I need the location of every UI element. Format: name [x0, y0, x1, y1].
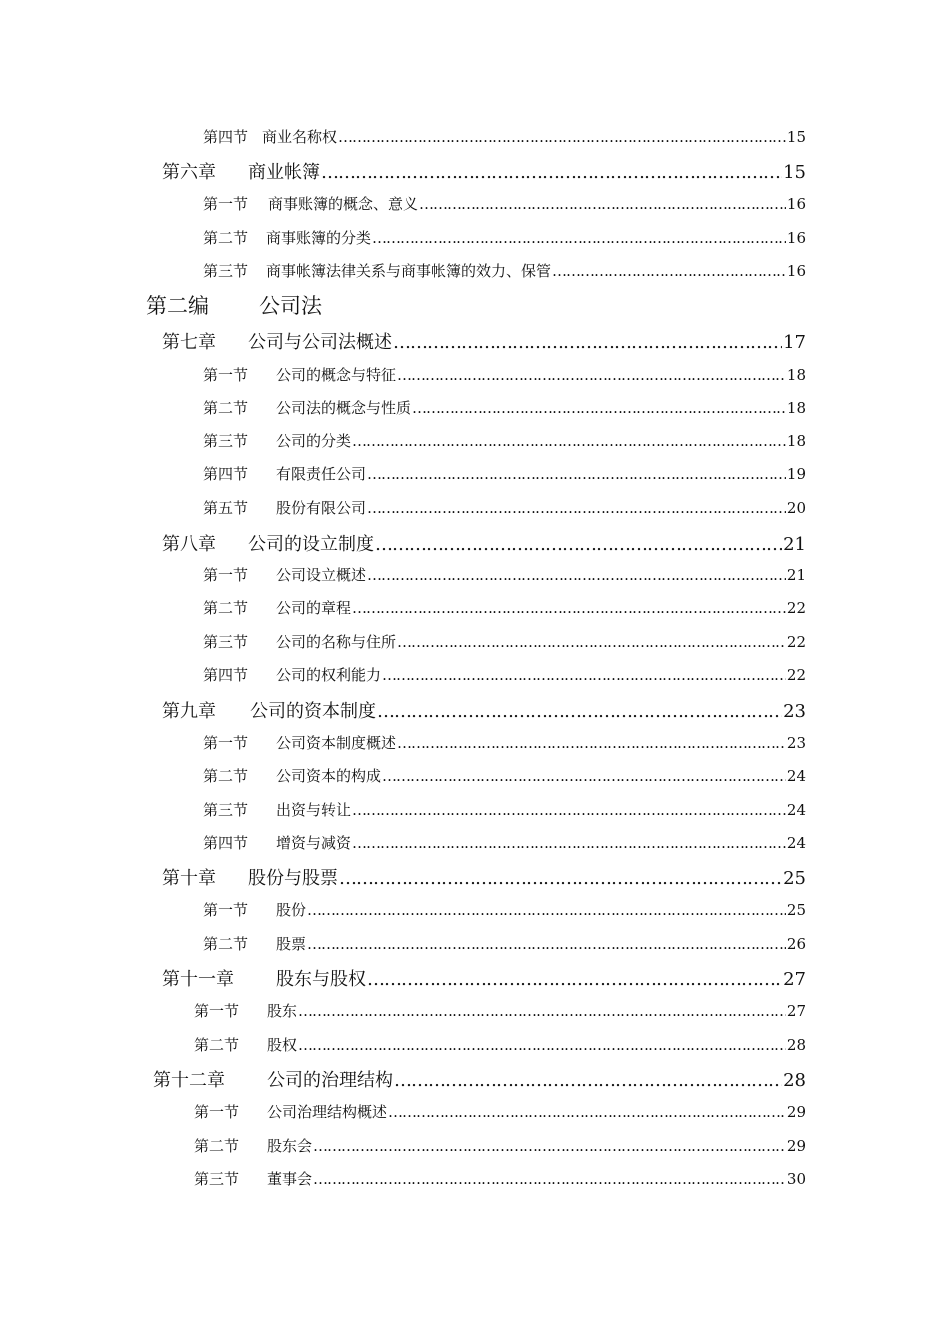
toc-dot-leader — [419, 195, 786, 213]
toc-section-title: 公司的名称与住所 — [276, 633, 397, 651]
toc-dot-leader — [375, 534, 782, 555]
toc-section-title: 有限责任公司 — [276, 465, 367, 483]
toc-page-number: 27 — [783, 969, 806, 990]
toc-section-title: 增资与减资 — [276, 834, 352, 852]
toc-dot-leader — [298, 1002, 786, 1020]
toc-page-number: 15 — [783, 162, 806, 183]
toc-section-row[interactable] — [203, 260, 806, 281]
toc-page-number: 18 — [786, 366, 806, 384]
toc-part-number: 第二编 — [146, 294, 209, 318]
toc-part-title: 公司法 — [259, 294, 322, 318]
toc-page-number: 29 — [786, 1103, 806, 1121]
toc-chapter-row[interactable] — [153, 1066, 806, 1092]
toc-dot-leader — [388, 1103, 786, 1121]
toc-section-title: 股东会 — [267, 1137, 313, 1155]
toc-dot-leader — [367, 499, 786, 517]
toc-section-number: 第三节 — [203, 801, 249, 819]
toc-section-number: 第一节 — [194, 1103, 240, 1121]
toc-section-number: 第二节 — [203, 599, 249, 617]
toc-dot-leader — [321, 162, 782, 183]
toc-page-number: 19 — [786, 465, 806, 483]
toc-section-number: 第二节 — [203, 399, 249, 417]
toc-dot-leader — [307, 935, 786, 953]
toc-dot-leader — [552, 262, 786, 280]
toc-section-title: 股份 — [276, 901, 307, 919]
toc-page-number: 25 — [786, 901, 806, 919]
toc-section-title: 公司资本制度概述 — [276, 734, 397, 752]
toc-chapter-title: 公司的资本制度 — [250, 701, 376, 722]
toc-page-number: 16 — [786, 229, 806, 247]
toc-chapter-row[interactable] — [162, 530, 806, 556]
toc-page-number: 26 — [786, 935, 806, 953]
toc-dot-leader — [338, 128, 786, 146]
toc-section-row[interactable] — [203, 193, 806, 214]
toc-chapter-title: 公司的治理结构 — [267, 1070, 393, 1091]
toc-page-number: 16 — [786, 262, 806, 280]
toc-dot-leader — [382, 767, 786, 785]
toc-page-number: 21 — [786, 566, 806, 584]
toc-dot-leader — [367, 566, 786, 584]
toc-section-number: 第五节 — [203, 499, 249, 517]
toc-page-number: 16 — [786, 195, 806, 213]
toc-chapter-number: 第七章 — [162, 332, 216, 353]
toc-section-number: 第四节 — [203, 128, 249, 146]
toc-section-number: 第一节 — [203, 734, 249, 752]
toc-page-number: 23 — [786, 734, 806, 752]
toc-chapter-row[interactable] — [162, 864, 806, 890]
toc-section-number: 第四节 — [203, 465, 249, 483]
toc-dot-leader — [394, 1070, 782, 1091]
toc-section-title: 出资与转让 — [276, 801, 352, 819]
toc-section-row[interactable] — [203, 765, 806, 786]
toc-page-number: 15 — [786, 128, 806, 146]
toc-section-title: 公司法的概念与性质 — [276, 399, 412, 417]
toc-page-number: 22 — [786, 599, 806, 617]
toc-dot-leader — [307, 901, 786, 919]
toc-section-row[interactable] — [203, 364, 806, 385]
toc-page-number: 27 — [786, 1002, 806, 1020]
toc-section-title: 公司的概念与特征 — [276, 366, 397, 384]
toc-section-number: 第一节 — [203, 366, 249, 384]
toc-section-number: 第一节 — [194, 1002, 240, 1020]
toc-section-number: 第一节 — [203, 901, 249, 919]
toc-section-row[interactable] — [203, 832, 806, 853]
toc-page-number: 23 — [783, 701, 806, 722]
toc-dot-leader — [352, 801, 786, 819]
toc-section-row[interactable] — [203, 732, 806, 753]
toc-section-row[interactable] — [203, 597, 806, 618]
toc-chapter-title: 商业帐簿 — [248, 162, 320, 183]
toc-section-row[interactable] — [203, 564, 806, 585]
toc-section-row[interactable] — [194, 1135, 806, 1156]
toc-chapter-number: 第八章 — [162, 534, 216, 555]
toc-dot-leader — [397, 633, 786, 651]
toc-section-row[interactable] — [203, 463, 806, 484]
toc-page-number: 22 — [786, 633, 806, 651]
toc-dot-leader — [397, 734, 786, 752]
toc-chapter-title: 股东与股权 — [276, 969, 366, 990]
toc-dot-leader — [393, 332, 782, 353]
toc-chapter-row[interactable] — [162, 965, 806, 991]
toc-dot-leader — [367, 465, 786, 483]
toc-section-title: 商事账簿的分类 — [266, 229, 372, 247]
toc-dot-leader — [298, 1036, 786, 1054]
toc-section-title: 公司的分类 — [276, 432, 352, 450]
toc-section-title: 股权 — [267, 1036, 298, 1054]
toc-section-number: 第三节 — [194, 1170, 240, 1188]
toc-chapter-number: 第九章 — [162, 701, 216, 722]
toc-section-row[interactable] — [203, 227, 806, 248]
toc-page-number: 17 — [783, 332, 806, 353]
toc-dot-leader — [313, 1137, 786, 1155]
toc-dot-leader — [412, 399, 786, 417]
toc-section-title: 公司设立概述 — [276, 566, 367, 584]
toc-dot-leader — [352, 432, 786, 450]
toc-chapter-row[interactable] — [162, 697, 806, 723]
toc-section-number: 第三节 — [203, 633, 249, 651]
toc-section-row[interactable] — [194, 1000, 806, 1021]
toc-dot-leader — [372, 229, 786, 247]
toc-section-number: 第二节 — [203, 229, 249, 247]
toc-chapter-title: 公司与公司法概述 — [248, 332, 392, 353]
toc-page-number: 21 — [783, 534, 806, 555]
toc-section-title: 商业名称权 — [262, 128, 338, 146]
toc-section-title: 股票 — [276, 935, 307, 953]
toc-section-number: 第二节 — [203, 767, 249, 785]
toc-page-number: 20 — [786, 499, 806, 517]
toc-section-title: 董事会 — [267, 1170, 313, 1188]
toc-section-title: 股东 — [267, 1002, 298, 1020]
toc-section-number: 第二节 — [194, 1137, 240, 1155]
toc-section-row[interactable] — [203, 933, 806, 954]
toc-section-number: 第四节 — [203, 666, 249, 684]
toc-page-number: 28 — [786, 1036, 806, 1054]
toc-section-row[interactable] — [194, 1101, 806, 1122]
toc-page-number: 24 — [786, 767, 806, 785]
toc-dot-leader — [382, 666, 786, 684]
toc-section-row[interactable] — [203, 126, 806, 147]
toc-section-row[interactable] — [203, 430, 806, 451]
toc-chapter-row[interactable] — [162, 158, 806, 184]
toc-page-number: 28 — [783, 1070, 806, 1091]
toc-section-title: 股份有限公司 — [276, 499, 367, 517]
toc-chapter-number: 第十一章 — [162, 969, 234, 990]
toc-chapter-number: 第六章 — [162, 162, 216, 183]
toc-page-number: 18 — [786, 399, 806, 417]
toc-dot-leader — [352, 834, 786, 852]
toc-page-number: 18 — [786, 432, 806, 450]
toc-dot-leader — [397, 366, 786, 384]
toc-part-row[interactable] — [146, 290, 322, 320]
toc-section-number: 第四节 — [203, 834, 249, 852]
toc-section-title: 公司资本的构成 — [276, 767, 382, 785]
toc-page-number: 25 — [783, 868, 806, 889]
toc-section-row[interactable] — [203, 664, 806, 685]
toc-dot-leader — [339, 868, 782, 889]
toc-chapter-title: 公司的设立制度 — [248, 534, 374, 555]
toc-section-title: 公司治理结构概述 — [267, 1103, 388, 1121]
toc-section-number: 第二节 — [194, 1036, 240, 1054]
toc-section-row[interactable] — [203, 631, 806, 652]
toc-section-row[interactable] — [203, 799, 806, 820]
toc-chapter-number: 第十章 — [162, 868, 216, 889]
toc-page-number: 24 — [786, 801, 806, 819]
toc-page-number: 24 — [786, 834, 806, 852]
toc-section-row[interactable] — [203, 497, 806, 518]
toc-chapter-row[interactable] — [162, 328, 806, 354]
toc-section-title: 公司的章程 — [276, 599, 352, 617]
toc-chapter-title: 股份与股票 — [248, 868, 338, 889]
toc-page-number: 22 — [786, 666, 806, 684]
toc-dot-leader — [313, 1170, 786, 1188]
toc-section-title: 公司的权利能力 — [276, 666, 382, 684]
toc-section-number: 第三节 — [203, 262, 249, 280]
toc-section-row[interactable] — [194, 1034, 806, 1055]
toc-section-row[interactable] — [203, 899, 806, 920]
toc-dot-leader — [377, 701, 782, 722]
toc-section-number: 第二节 — [203, 935, 249, 953]
toc-section-title: 商事账簿的概念、意义 — [268, 195, 419, 213]
toc-dot-leader — [367, 969, 782, 990]
toc-page-number: 29 — [786, 1137, 806, 1155]
toc-section-number: 第一节 — [203, 195, 249, 213]
toc-page-number: 30 — [786, 1170, 806, 1188]
toc-chapter-number: 第十二章 — [153, 1070, 225, 1091]
toc-section-number: 第三节 — [203, 432, 249, 450]
toc-section-number: 第一节 — [203, 566, 249, 584]
toc-dot-leader — [352, 599, 786, 617]
toc-section-row[interactable] — [194, 1168, 806, 1189]
toc-section-title: 商事帐簿法律关系与商事帐簿的效力、保管 — [266, 262, 552, 280]
toc-section-row[interactable] — [203, 397, 806, 418]
